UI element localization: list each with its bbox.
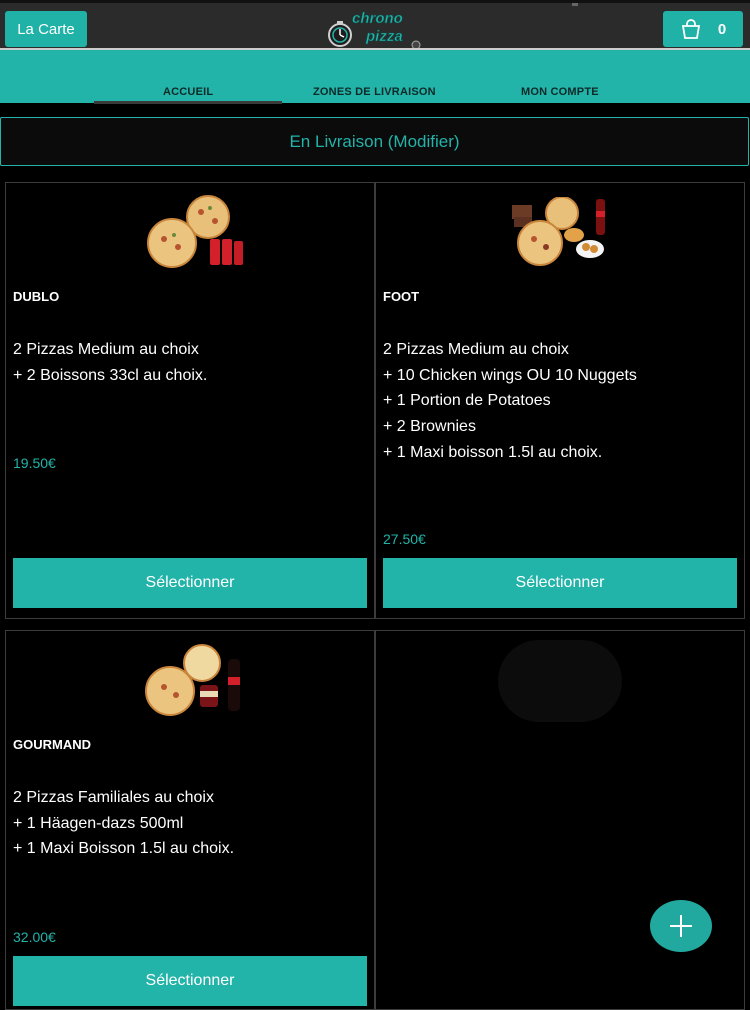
product-title: FOOT [383, 289, 420, 304]
product-description: 2 Pizzas Medium au choix + 10 Chicken wings OU 10 Nuggets + 1 Portion de Potatoes + 2 Brownies + 1 Maxi boisson 1.5l au choix. [383, 341, 637, 461]
product-card-dublo [5, 182, 375, 619]
select-button-gourmand[interactable]: Sélectionner [13, 956, 367, 1006]
product-title: GOURMAND [13, 737, 91, 752]
delivery-mode-button[interactable]: En Livraison (Modifier) [0, 117, 749, 166]
select-button-dublo[interactable]: Sélectionner [13, 558, 367, 608]
tab-zones-de-livraison[interactable]: ZONES DE LIVRAISON [313, 86, 436, 98]
product-card-gourmand [5, 630, 375, 1010]
product-price: 19.50€ [13, 455, 56, 471]
chrono-pizza-logo[interactable] [322, 5, 432, 51]
add-fab-button[interactable] [650, 900, 712, 952]
cart-button[interactable] [663, 11, 743, 47]
product-image-foot [506, 197, 618, 267]
logo-text-line1: chrono [352, 10, 403, 27]
product-description: 2 Pizzas Medium au choix + 2 Boissons 33cl au choix. [13, 341, 208, 384]
shopping-bag-icon [680, 19, 702, 39]
status-indicator [572, 3, 578, 6]
select-button-foot[interactable]: Sélectionner [383, 558, 737, 608]
product-image-dublo [136, 195, 248, 269]
image-placeholder [498, 640, 622, 722]
product-price: 32.00€ [13, 929, 56, 945]
product-price: 27.50€ [383, 531, 426, 547]
top-bar [0, 0, 750, 48]
tab-accueil[interactable]: ACCUEIL [163, 86, 214, 98]
plus-icon [668, 913, 694, 939]
logo-text-line2: pizza [366, 28, 403, 45]
product-description: 2 Pizzas Familiales au choix + 1 Häagen-dazs 500ml + 1 Maxi Boisson 1.5l au choix. [13, 789, 235, 858]
active-tab-indicator [94, 101, 282, 104]
nav-tabs [0, 48, 750, 103]
cart-count: 0 [717, 20, 727, 38]
tab-mon-compte[interactable]: MON COMPTE [521, 86, 599, 98]
la-carte-button[interactable]: La Carte [5, 11, 87, 47]
product-image-gourmand [136, 643, 248, 717]
product-card-foot [375, 182, 745, 619]
product-title: DUBLO [13, 289, 60, 304]
